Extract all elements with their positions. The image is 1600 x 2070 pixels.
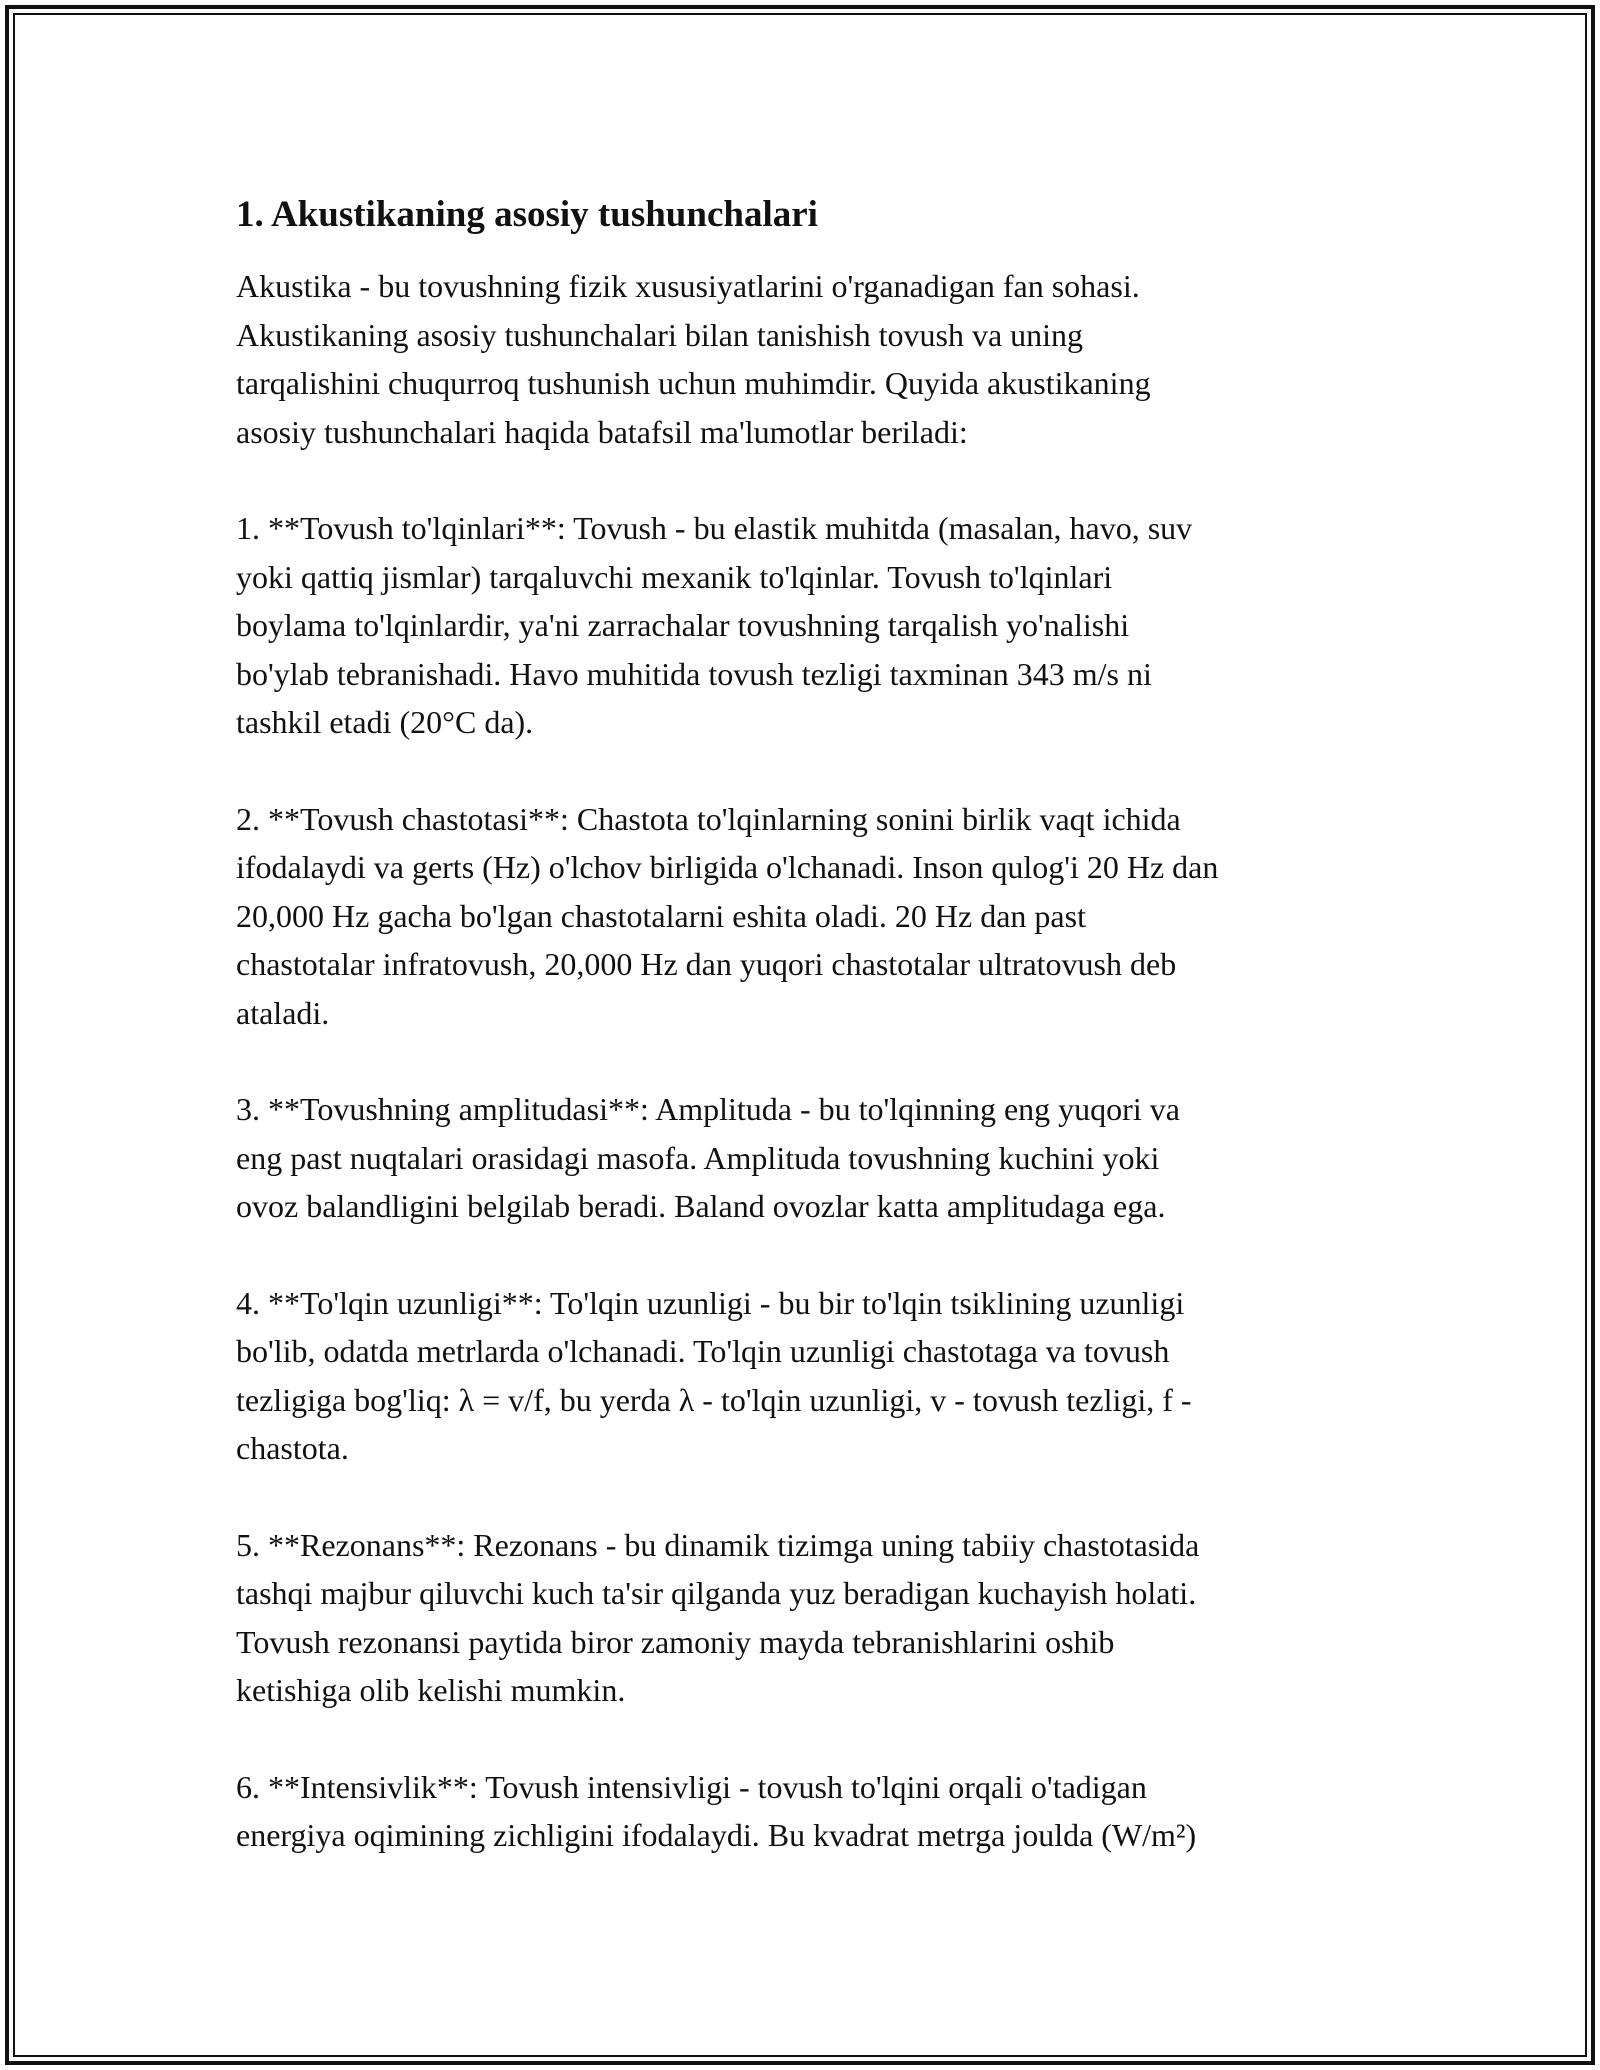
paragraph-resonance: 5. **Rezonans**: Rezonans - bu dinamik tizimga uning tabiiy chastotasida tashqi majbur qiluvchi kuch ta'sir qilganda yuz beradigan kuchayish holati. Tovush rezonansi paytida biror zamoniy mayda tebranishlarini oshib ketishiga olib kelishi mumkin. bbox=[236, 1526, 1200, 1708]
paragraph-sound-waves: 1. **Tovush to'lqinlari**: Tovush - bu elastik muhitda (masalan, havo, suv yoki qattiq jismlar) tarqaluvchi mexanik to'lqinlar. Tovush to'lqinlari boylama to'lqinlardir, ya'ni zarrachalar tovushning tarqalish yo'nalishi bo'ylab tebranishadi. Havo muhitida tovush tezligi taxminan 343 m/s ni tashkil etadi (20°C da). bbox=[236, 510, 1193, 740]
paragraph-intensity: 6. **Intensivlik**: Tovush intensivligi - tovush to'lqini orqali o'tadigan energiya oqimining zichligini ifodalaydi. Bu kvadrat metrga joulda (W/m²) bbox=[236, 1768, 1197, 1853]
section-heading: 1. Akustikaning asosiy tushunchalari bbox=[236, 194, 818, 235]
paragraph-amplitude: 3. **Tovushning amplitudasi**: Amplituda - bu to'lqinning eng yuqori va eng past nuqtalari orasidagi masofa. Amplituda tovushning kuchini yoki ovoz balandligini belgilab beradi. Baland ovozlar katta amplitudaga ega. bbox=[236, 1091, 1180, 1224]
paragraph-sound-frequency: 2. **Tovush chastotasi**: Chastota to'lqinlarning sonini birlik vaqt ichida ifodalaydi va gerts (Hz) o'lchov birligida o'lchanadi. Inson qulog'i 20 Hz dan 20,000 Hz gacha bo'lgan chastotalarni eshita oladi. 20 Hz dan past chastotalar infratovush, 20,000 Hz dan yuqori chastotalar ultratovush deb ataladi. bbox=[236, 800, 1219, 1031]
document-body bbox=[236, 188, 1366, 1908]
paragraph-wavelength: 4. **To'lqin uzunligi**: To'lqin uzunligi - bu bir to'lqin tsiklining uzunligi bo'lib, odatda metrlarda o'lchanadi. To'lqin uzunligi chastotaga va tovush tezligiga bog'liq: λ = v/f, bu yerda λ - to'lqin uzunligi, v - tovush tezligi, f - chastota. bbox=[236, 1284, 1192, 1466]
intro-paragraph: Akustika - bu tovushning fizik xususiyatlarini o'rganadigan fan sohasi. Akustikaning asosiy tushunchalari bilan tanishish tovush va uning tarqalishini chuqurroq tushunish uchun muhimdir. Quyida akustikaning asosiy tushunchalari haqida batafsil ma'lumotlar beriladi: bbox=[236, 268, 1151, 450]
